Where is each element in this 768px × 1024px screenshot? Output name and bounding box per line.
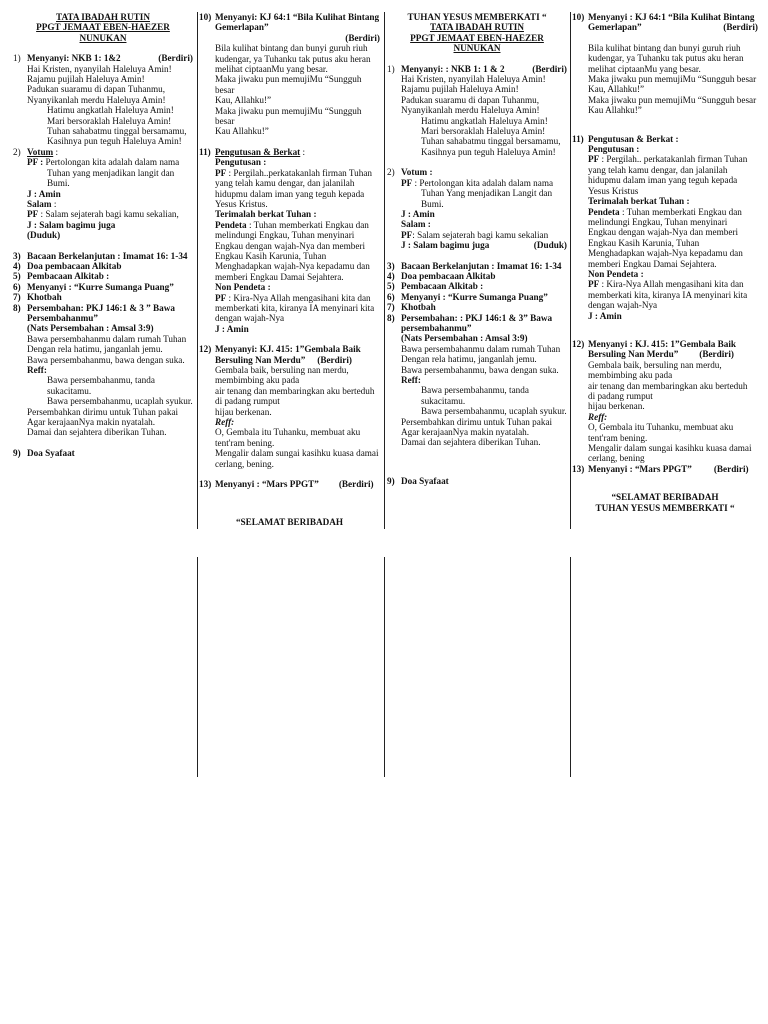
- order-item-12: 12) Menyanyi: KJ. 415: 1”Gembala Baik Bersuling Nan Merdu” (Berdiri) Gembala baik, bersuling nan merdu, membimbing aku pada air tenang dan membaringkan aku berteduh di padang rumput hijau berkenan. Reff: O, Gembala itu Tuhanku, membuat aku tent'ram bening. Mengalir dalam sungai kasihku kuasa damai cerlang, bening.: [199, 344, 379, 469]
- order-item-7: 7) Khotbah: [13, 292, 62, 303]
- order-item-11: 11) Pengutusan & Berkat : Pengutusan : PF : Pergilah.. perkatakanlah firman Tuhan yang telah kamu dengar, dan jalanilah hidupmu dalam iman yang teguh kepada Yesus Kristus Terimalah berkat Tuhan : Pendeta : Tuhan memberkati Engkau dan melindungi Engkau, Tuhan menyinari Engkau dengan wajah-Nya dan memberi Engkau Kasih Karunia, Tuhan Menghadapkan wajah-Nya kepadamu dan memberi Engkau Damai Sejahtera. Non Pendeta : PF : Kira-Nya Allah mengasihani kita dan memberkati kita, kiranya IA menyinari kita dengan wajah-Nya J : Amin: [572, 133, 748, 321]
- order-item-10: 10) Menyanyi: KJ 64:1 “Bila Kulihat Bintang Gemerlapan” (Berdiri) Bila kulihat bintang dan bunyi guruh riuh kudengar, ya Tuhanku tak putus aku heran melihat ciptaanMu yang besar. Maka jiwaku pun memujiMu “Sungguh besar Kau, Allahku!” Maka jiwaku pun memujiMu “Sungguh besar Kau Allahku!”: [199, 12, 380, 137]
- order-item-4: 4) Doa pembacaan Alkitab: [13, 260, 122, 271]
- order-item-9: 9) Doa Syafaat: [387, 475, 449, 486]
- order-item-1: 1) Menyanyi: : NKB 1: 1 & 2 (Berdiri) Hai Kristen, nyanyilah Haleluya Amin! Rajamu pujilah Haleluya Amin! Padukan suaramu di dapan Tuhanmu, Nyanyikanlah merdu Haleluya Amin! Hatimu angkatlah Haleluya Amin! Mari bersoraklah Haleluya Amin! Tuhan sahabatmu tinggal bersamamu, Kasihnya pun teguh Haleluya Amin!: [387, 63, 567, 157]
- column-2: [199, 12, 380, 528]
- order-item-1: 1) Menyanyi: NKB 1: 1&2 (Berdiri) Hai Kristen, nyanyilah Haleluya Amin! Rajamu pujilah Haleluya Amin! Padukan suaramu di dapan Tuhanmu, Nyanyikanlah merdu Haleluya Amin! Hatimu angkatlah Haleluya Amin! Mari bersoraklah Haleluya Amin! Tuhan sahabatmu tinggal bersamamu, Kasihnya pun teguh Haleluya Amin!: [13, 53, 193, 147]
- order-item-2: 2) Votum : PF : Pertolongan kita adalah dalam nama Tuhan Yang menjadikan Langit dan Bumi. J : Amin Salam : PF: Salam sejaterah bagi kamu sekalian J : Salam bagimu juga (Duduk): [387, 167, 567, 251]
- order-item-9: 9) Doa Syafaat: [13, 447, 75, 458]
- closing-greeting: “SELAMAT BERIBADAH: [235, 517, 344, 528]
- column-divider-6: [570, 557, 571, 777]
- order-item-5: 5) Pembacaan Alkitab :: [13, 271, 110, 282]
- order-item-6: 6) Menyanyi : “Kurre Sumanga Puang”: [387, 291, 548, 302]
- order-item-2: 2) Votum : PF : Pertolongan kita adalah dalam nama Tuhan yang menjadikan langit dan Bumi. J : Amin Salam : PF : Salam sejaterah bagi kamu sekalian, J : Salam bagimu juga (Duduk): [13, 146, 180, 241]
- order-item-11: 11) Pengutusan & Berkat : Pengutusan : PF : Pergilah..perkatakanlah firman Tuhan yang telah kamu dengar, dan jalanilah hidupmu dalam iman yang teguh kepada Yesus Kristus. Terimalah berkat Tuhan : Pendeta : Tuhan memberkati Engkau dan melindungi Engkau, Tuhan menyinari Engkau dengan wajah-Nya dan memberi Engkau Kasih Karunia, Tuhan Menghadapkan wajah-Nya kepadamu dan memberi Engkau Damai Sejahtera. Non Pendeta : PF : Kira-Nya Allah mengasihani kita dan memberkati kita, kiranya IA menyinari kita dengan wajah-Nya J : Amin: [199, 146, 375, 334]
- column-divider-3: [570, 12, 571, 529]
- order-item-7: 7) Khotbah: [387, 302, 436, 313]
- order-item-3: 3) Bacaan Berkelanjutan : Imamat 16: 1-34: [387, 260, 562, 271]
- closing-greeting: “SELAMAT BERIBADAH TUHAN YESUS MEMBERKATI “: [595, 492, 735, 513]
- column-4: [572, 12, 758, 513]
- order-item-12: 12) Menyanyi : KJ. 415: 1”Gembala Baik Bersuling Nan Merdu” (Berdiri) Gembala baik, bersuling nan merdu, membimbing aku pada air tenang dan membaringkan aku berteduh di padang rumput hijau berkenan. Reff: O, Gembala itu Tuhanku, membuat aku tent'ram bening. Mengalir dalam sungai kasihku kuasa damai cerlang, bening: [572, 338, 752, 464]
- column-divider-4: [197, 557, 198, 777]
- order-item-10: 10) Menyanyi : KJ 64:1 “Bila Kulihat Bintang Gemerlapan” (Berdiri) Bila kulihat bintang dan bunyi guruh riuh kudengar, ya Tuhanku tak putus aku heran melihat ciptaanMu yang besar. Maka jiwaku pun memujiMu “Sungguh besar Kau, Allahku!” Maka jiwaku pun memujiMu “Sungguh besar Kau Allahku!”: [572, 12, 758, 116]
- order-item-8: 8) Persembahan: : PKJ 146:1 & 3” Bawa persembahanmu” (Nats Persembahan : Amsal 3:9) Bawa persembahanmu dalam rumah Tuhan Dengan rela hatimu, janganlah jemu. Bawa persembahanmu, bawa dengan suka. Reff: Bawa persembahanmu, tanda sukacitamu. Bawa persembahanmu, ucaplah syukur. Persembahkan dirimu untuk Tuhan pakai Agar kerajaanNya makin nyatalah. Damai dan sejahtera diberikan Tuhan.: [387, 312, 567, 448]
- column-divider-5: [384, 557, 385, 777]
- column-divider-2: [384, 12, 385, 529]
- column-divider-1: [197, 12, 198, 529]
- column-3: [387, 12, 567, 486]
- order-item-6: 6) Menyanyi : “Kurre Sumanga Puang”: [13, 281, 174, 292]
- order-item-3: 3) Bacaan Berkelanjutan : Imamat 16: 1-34: [13, 250, 188, 261]
- page-title-repeat: TUHAN YESUS MEMBERKATI “ TATA IBADAH RUTIN PPGT JEMAAT EBEN-HAEZER NUNUKAN: [407, 12, 547, 54]
- column-1: [13, 12, 193, 458]
- order-item-13: 13) Menyanyi : “Mars PPGT” (Berdiri): [199, 479, 374, 490]
- page-title: TATA IBADAH RUTIN PPGT JEMAAT EBEN-HAEZER NUNUKAN: [36, 12, 170, 43]
- order-item-4: 4) Doa pembacaan Alkitab: [387, 270, 496, 281]
- order-item-8: 8) Persembahan: PKJ 146:1 & 3 ” Bawa Persembahanmu” (Nats Persembahan : Amsal 3:9) Bawa persembahanmu dalam rumah Tuhan Dengan rela hatimu, janganlah jemu. Bawa persembahanmu, bawa dengan suka. Reff: Bawa persembahanmu, tanda sukacitamu. Bawa persembahanmu, ucaplah syukur. Persembahkan dirimu untuk Tuhan pakai Agar kerajaanNya makin nyatalah. Damai dan sejahtera diberikan Tuhan.: [13, 302, 193, 438]
- order-item-5: 5) Pembacaan Alkitab :: [387, 281, 484, 292]
- order-item-13: 13) Menyanyi : “Mars PPGT” (Berdiri): [572, 463, 749, 474]
